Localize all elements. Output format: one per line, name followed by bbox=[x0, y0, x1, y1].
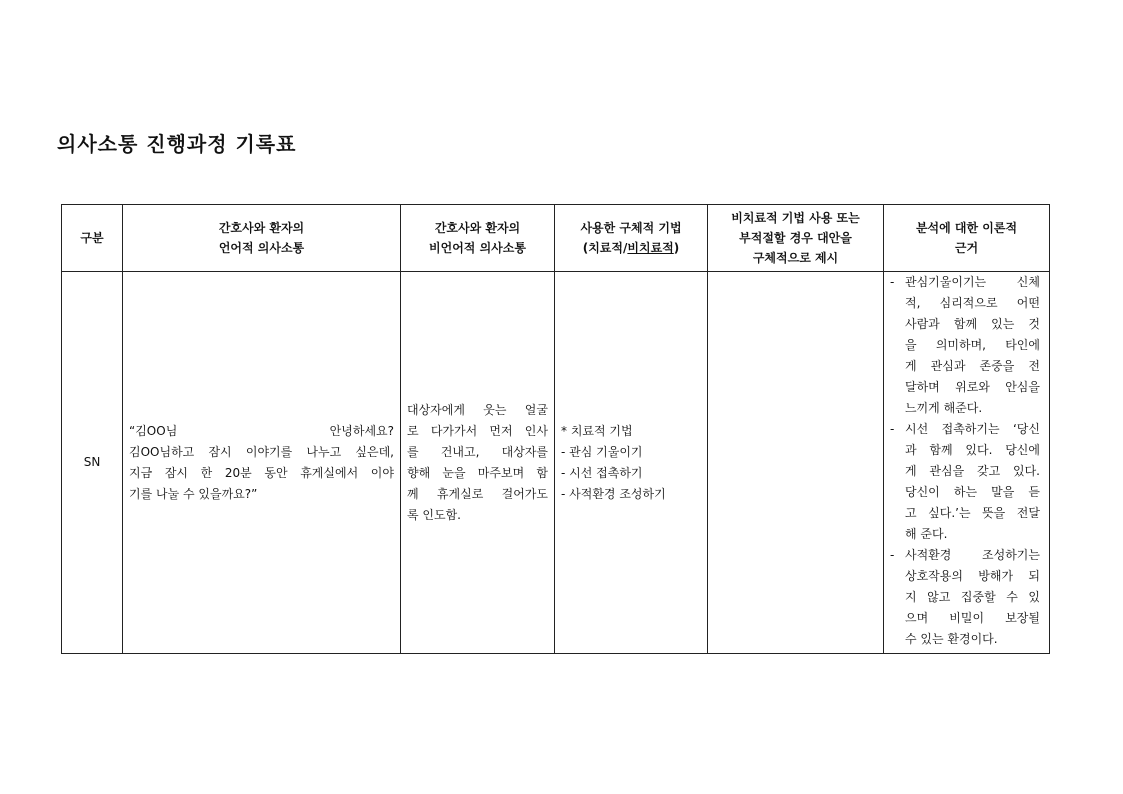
table-row bbox=[62, 272, 1050, 654]
nonverbal-line: 대상자에게 웃는 얼굴 bbox=[407, 402, 548, 417]
rationale-item bbox=[890, 419, 1040, 545]
header-technique bbox=[555, 205, 708, 272]
technique-line: - 시선 접촉하기 bbox=[561, 465, 643, 480]
rationale-line: 게 관심을 갖고 있다. bbox=[905, 464, 1040, 478]
row-verbal bbox=[123, 272, 401, 654]
row-rationale bbox=[884, 272, 1050, 654]
rationale-line: 을 의미하며, 타인에 bbox=[905, 338, 1040, 352]
verbal-line: 김OO님하고 잠시 이야기를 나누고 싶은데, bbox=[129, 444, 394, 459]
rationale-line: 으며 비밀이 보장될 bbox=[905, 611, 1040, 625]
header-category: 구분 bbox=[62, 205, 123, 272]
rationale-line bbox=[890, 419, 1040, 440]
header-nonverbal-line: 간호사와 환자의 bbox=[434, 221, 521, 235]
header-nonverbal bbox=[401, 205, 555, 272]
rationale-item bbox=[890, 545, 1040, 650]
rationale-line: 게 관심과 존중을 전 bbox=[905, 359, 1040, 373]
communication-record-table bbox=[61, 204, 1050, 654]
nonverbal-line: 께 휴게실로 걸어가도 bbox=[407, 486, 548, 501]
rationale-line: 지 않고 집중할 수 있 bbox=[905, 590, 1040, 604]
rationale-item bbox=[890, 272, 1040, 419]
header-alternative-line: 부적절할 경우 대안을 bbox=[739, 231, 852, 245]
header-verbal-line: 간호사와 환자의 bbox=[218, 221, 305, 235]
rationale-line: 상호작용의 방해가 되 bbox=[905, 569, 1040, 583]
row-category: SN bbox=[62, 272, 123, 654]
header-verbal-line: 언어적 의사소통 bbox=[218, 241, 305, 255]
row-alternative bbox=[708, 272, 884, 654]
header-rationale bbox=[884, 205, 1050, 272]
nonverbal-line: 를 건내고, 대상자를 bbox=[407, 444, 548, 459]
header-technique-line bbox=[555, 238, 707, 258]
header-rationale-line: 근거 bbox=[954, 241, 979, 255]
rationale-dash: - bbox=[890, 422, 895, 436]
header-alternative-line: 구체적으로 제시 bbox=[752, 251, 839, 265]
header-technique-suffix: ) bbox=[673, 241, 680, 255]
rationale-line-text: 관심기울이기는 신체 bbox=[905, 275, 1040, 289]
header-alternative-line: 비치료적 기법 사용 또는 bbox=[731, 211, 860, 225]
verbal-line: 기를 나눌 수 있을까요?” bbox=[129, 486, 258, 501]
page-title: 의사소통 진행과정 기록표 bbox=[57, 132, 297, 156]
rationale-line: 해 준다. bbox=[905, 527, 948, 541]
header-verbal bbox=[123, 205, 401, 272]
rationale-line bbox=[890, 272, 1040, 293]
rationale-line: 고 싶다.’는 뜻을 전달 bbox=[905, 506, 1040, 520]
rationale-line: 사람과 함께 있는 것 bbox=[905, 317, 1040, 331]
technique-line: * 치료적 기법 bbox=[561, 423, 633, 438]
technique-line: - 사적환경 조성하기 bbox=[561, 486, 666, 501]
rationale-line: 느끼게 해준다. bbox=[905, 401, 983, 415]
nonverbal-line: 로 다가가서 먼저 인사 bbox=[407, 423, 548, 438]
rationale-line: 적, 심리적으로 어떤 bbox=[905, 296, 1040, 310]
header-technique-prefix: (치료적/ bbox=[582, 241, 628, 255]
header-nonverbal-line: 비언어적 의사소통 bbox=[429, 241, 526, 255]
header-technique-line: 사용한 구체적 기법 bbox=[580, 221, 682, 235]
header-rationale-line: 분석에 대한 이론적 bbox=[915, 221, 1018, 235]
rationale-line: 수 있는 환경이다. bbox=[905, 632, 998, 646]
nonverbal-line: 록 인도함. bbox=[407, 507, 461, 522]
rationale-line bbox=[890, 545, 1040, 566]
verbal-line: “김OO님 안녕하세요? bbox=[129, 423, 394, 438]
header-technique-underlined: 비치료적 bbox=[627, 241, 674, 255]
rationale-line: 당신이 하는 말을 듣 bbox=[905, 485, 1040, 499]
nonverbal-line: 향해 눈을 마주보며 함 bbox=[407, 465, 548, 480]
rationale-dash: - bbox=[890, 548, 895, 562]
technique-line: - 관심 기울이기 bbox=[561, 444, 643, 459]
header-row bbox=[62, 205, 1050, 272]
row-technique bbox=[555, 272, 708, 654]
rationale-dash: - bbox=[890, 275, 895, 289]
rationale-line-text: 시선 접촉하기는 ‘당신 bbox=[905, 422, 1040, 436]
rationale-line: 달하며 위로와 안심을 bbox=[905, 380, 1040, 394]
rationale-line: 과 함께 있다. 당신에 bbox=[905, 443, 1040, 457]
rationale-line-text: 사적환경 조성하기는 bbox=[905, 548, 1040, 562]
row-nonverbal bbox=[401, 272, 555, 654]
header-alternative bbox=[708, 205, 884, 272]
verbal-line: 지금 잠시 한 20분 동안 휴게실에서 이야 bbox=[129, 465, 394, 480]
